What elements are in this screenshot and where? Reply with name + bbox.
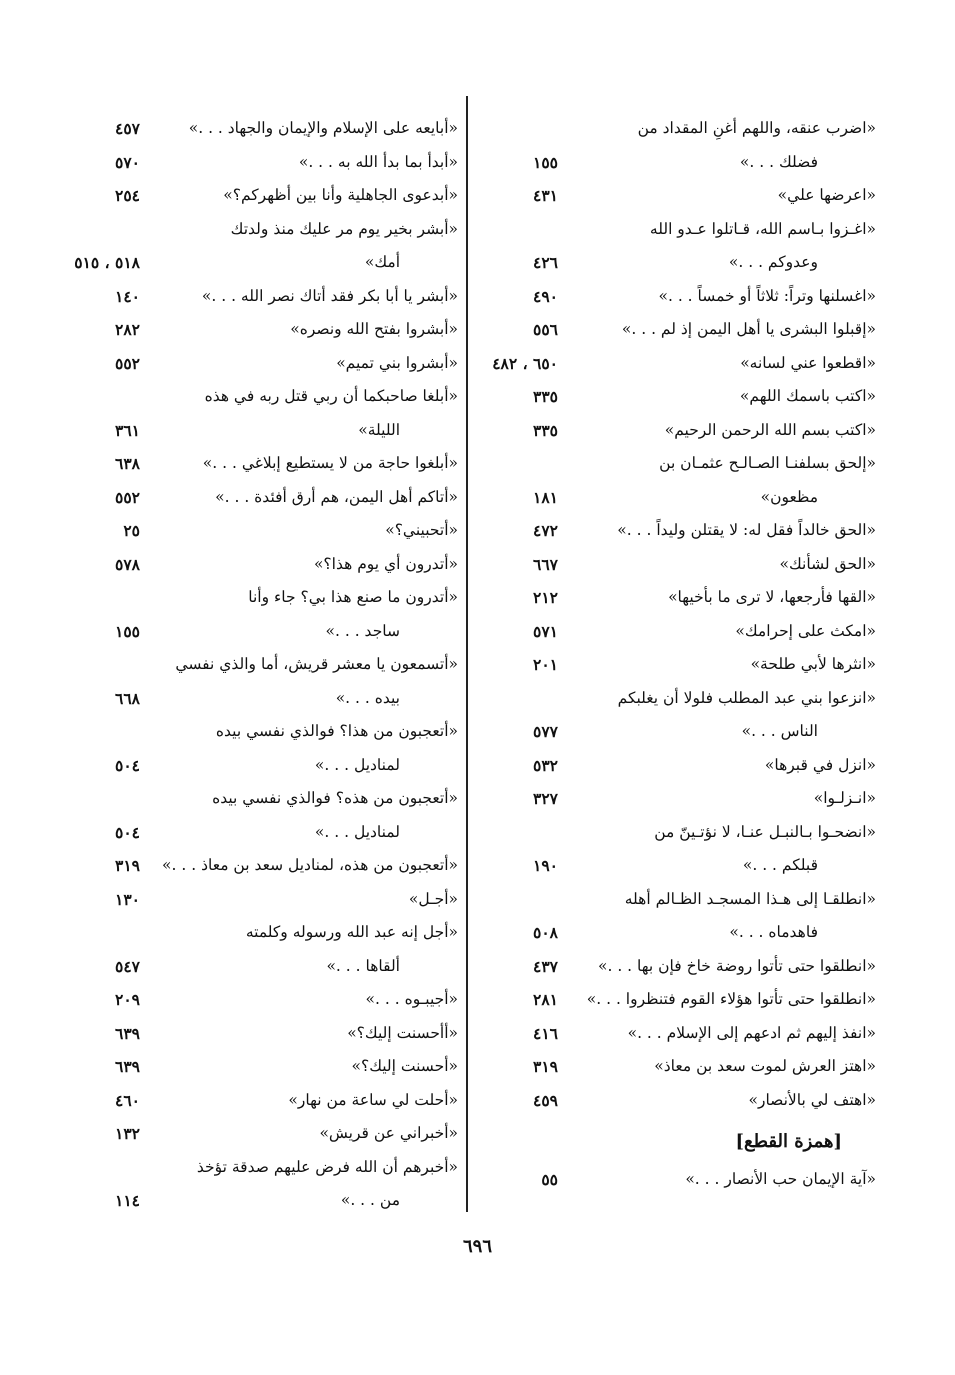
entry-text: «انطلقـا إلى هـذا المسجـد الظـالم أهله xyxy=(624,889,876,908)
entry-continuation xyxy=(48,246,458,280)
index-entry xyxy=(466,414,876,448)
entry-text xyxy=(466,548,876,582)
index-entry xyxy=(48,1050,458,1084)
page-reference: ٣٣٥ xyxy=(533,420,558,440)
entry-text xyxy=(48,112,458,146)
index-entry xyxy=(48,581,458,648)
entry-continuation xyxy=(466,916,876,950)
page-reference: ٥٧٧ xyxy=(533,722,558,741)
index-entry xyxy=(48,213,458,280)
entry-line-text: «انزل في قبرها» xyxy=(764,755,876,774)
page-reference: ٣١٩ xyxy=(533,1057,558,1076)
entry-text xyxy=(466,615,876,649)
entry-text xyxy=(466,648,876,682)
entry-text xyxy=(48,179,458,213)
entry-line-text: «أجـل» xyxy=(408,889,458,908)
entry-continuation xyxy=(48,1184,458,1218)
index-entry xyxy=(466,1017,876,1051)
index-entry xyxy=(48,280,458,314)
entry-text: «أخبرهم أن الله فرض عليهم صدقة تؤخذ xyxy=(196,1157,458,1176)
index-entry xyxy=(48,380,458,447)
entry-line-text: لمناديل . . .» xyxy=(314,755,400,774)
entry-line-text: فضلك . . .» xyxy=(739,152,818,171)
entry-text: «أبلغا صاحبكما أن ربي قتل ربه في هذه xyxy=(204,387,458,405)
entry-line-text: «القها فأرجعها، لا ترى ما بأخيها» xyxy=(668,588,876,606)
entry-line-text: الليلة» xyxy=(358,420,400,439)
entry-text xyxy=(466,1163,876,1197)
entry-text xyxy=(466,313,876,347)
page-reference: ٥١٨ ، ٥١٥ xyxy=(74,253,140,272)
entry-text xyxy=(48,883,458,917)
page-reference: ٤٧٢ xyxy=(533,521,558,540)
entry-text xyxy=(466,749,876,783)
entry-line-text: «الحق خالداً فقل له: لا يقتلن وليداً . . .» xyxy=(617,521,876,539)
entry-line-text: «أأحسنت إليك؟» xyxy=(347,1023,458,1042)
index-entry xyxy=(466,782,876,816)
page-reference: ٥٠٨ xyxy=(533,923,558,942)
entry-continuation xyxy=(48,950,458,984)
entry-text: «أجل إنه عبد الله ورسوله وكلمته xyxy=(245,923,458,941)
entry-line-text: «أتاكم أهل اليمن، هم أرق أفئدة . . .» xyxy=(215,487,458,506)
index-entry xyxy=(466,179,876,213)
index-entry xyxy=(466,1163,876,1197)
page-reference: ٦٥٠ ، ٤٨٢ xyxy=(492,353,558,373)
page-reference: ٦٣٨ xyxy=(115,454,140,473)
entry-text xyxy=(466,1050,876,1084)
index-entry xyxy=(466,983,876,1017)
entry-text: «أبشر بخير يوم مر عليك منذ ولدتك xyxy=(230,219,458,238)
entry-line-text: «أتعجبون من هذه، لمناديل سعد بن معاذ . . .» xyxy=(162,856,458,874)
entry-line-text: «انطلقوا حتى تأتوا روضة خاخ فإن بها . . .» xyxy=(597,956,876,975)
entry-text xyxy=(48,1017,458,1051)
index-entry xyxy=(466,749,876,783)
index-entry xyxy=(48,447,458,481)
entry-text xyxy=(48,146,458,180)
page-reference: ٤٥٩ xyxy=(533,1090,558,1110)
index-entry xyxy=(48,347,458,381)
page-reference: ٢٠١ xyxy=(533,655,558,674)
entry-line-text: بيده . . .» xyxy=(335,688,400,707)
page-reference: ٤٣٧ xyxy=(533,956,558,976)
entry-line-text: «أحسنت إليك؟» xyxy=(351,1057,458,1075)
entry-text: «انضحـوا بـالنبـل عنـا، لا نؤتـينّ من xyxy=(654,822,876,841)
index-entry xyxy=(48,983,458,1017)
left-column xyxy=(48,112,458,1218)
entry-line-text: «اهتف لي بالأنصار» xyxy=(748,1090,876,1109)
entry-text xyxy=(48,313,458,347)
entry-line-text: «انطلقوا حتى تأتوا هؤلاء القوم فتنظروا . . .» xyxy=(586,990,876,1008)
index-entry xyxy=(466,950,876,984)
entry-line-text: «انفذ إليهم ثم ادعهم إلى الإسلام . . .» xyxy=(627,1023,876,1042)
entry-text xyxy=(48,983,458,1017)
page-reference: ٥٥٢ xyxy=(115,487,140,507)
page-reference: ٦٣٩ xyxy=(115,1057,140,1076)
page-reference: ١٩٠ xyxy=(533,856,558,875)
entry-line-text: «اغسلنها وتراً: ثلاثاً أو خمساً . . .» xyxy=(658,286,876,305)
entry-line-text: «أجيبـوه . . .» xyxy=(365,990,458,1008)
entry-line-text: «أبدأ بما بدأ الله به . . .» xyxy=(298,152,458,171)
entry-line-text: «أبشر يا أبا بكر فقد أتاك نصر الله . . .» xyxy=(201,286,458,305)
page-reference: ٤١٦ xyxy=(533,1023,558,1043)
entry-text xyxy=(48,514,458,548)
page-reference: ٣١٩ xyxy=(115,856,140,875)
index-entry xyxy=(48,849,458,883)
entry-text xyxy=(466,347,876,381)
index-entry xyxy=(48,648,458,715)
entry-line-text: «إقبلوا البشرى يا أهل اليمن إذ لم . . .» xyxy=(621,320,876,338)
page-reference: ٥٧٠ xyxy=(115,152,140,172)
entry-text xyxy=(466,581,876,615)
entry-text xyxy=(466,514,876,548)
entry-line-text: «اكتب باسمك اللهم» xyxy=(739,387,876,405)
entry-continuation xyxy=(48,414,458,448)
page-reference: ٦٣٩ xyxy=(115,1023,140,1043)
entry-text xyxy=(48,1117,458,1151)
entry-text xyxy=(48,447,458,481)
entry-line-text: «أبشروا بفتح الله ونصره» xyxy=(290,320,458,338)
entry-line-text: «انثرها لأبي طلحة» xyxy=(750,655,876,673)
entry-text xyxy=(466,280,876,314)
entry-continuation xyxy=(466,715,876,749)
entry-text xyxy=(48,481,458,515)
page-reference: ٥٤٧ xyxy=(115,956,140,976)
index-entry xyxy=(48,1084,458,1118)
page-reference: ٥٥٢ xyxy=(115,353,140,373)
index-entry xyxy=(48,146,458,180)
entry-continuation xyxy=(48,682,458,716)
page-reference: ٦٦٧ xyxy=(533,554,558,574)
entry-continuation xyxy=(466,481,876,515)
entry-text: «اغـزوا بـاسم الله، قـاتلوا عـدو الله xyxy=(649,219,876,238)
entry-text xyxy=(466,950,876,984)
index-entry xyxy=(466,447,876,514)
index-entry xyxy=(466,380,876,414)
index-entry xyxy=(48,514,458,548)
index-entry xyxy=(48,481,458,515)
entry-line-text: «آية الإيمان حب الأنصار . . .» xyxy=(685,1170,876,1188)
section-heading: [همزة القطع] xyxy=(735,1131,842,1152)
page-reference: ١٤٠ xyxy=(115,286,140,306)
entry-line-text: مظعون» xyxy=(760,487,818,506)
entry-line-text: «أبدعوى الجاهلية وأنا بين أظهركم؟» xyxy=(223,186,458,204)
entry-text: «أتسمعون يا معشر قريش، أما والذي نفسي xyxy=(175,655,458,673)
page-reference: ٣٢٧ xyxy=(533,789,558,808)
entry-text xyxy=(48,849,458,883)
index-entry xyxy=(466,347,876,381)
index-entry xyxy=(466,648,876,682)
page-reference: ٢٠٩ xyxy=(115,990,140,1009)
page-reference: ٥٥٦ xyxy=(533,320,558,339)
entry-line-text: ألقاها . . .» xyxy=(326,956,400,975)
index-entry xyxy=(48,1017,458,1051)
entry-text: «اضرب عنقه، واللهم أغنِ المقداد من xyxy=(637,119,876,137)
entry-line-text: «انـزلـوا» xyxy=(813,789,876,807)
entry-line-text: «أخبراني عن قريش» xyxy=(319,1124,458,1142)
entry-text: «أتعجبون من هذه؟ فوالذي نفسي بيده xyxy=(212,789,458,807)
entry-line-text: الناس . . .» xyxy=(741,722,818,740)
entry-text xyxy=(48,1050,458,1084)
index-entry xyxy=(466,213,876,280)
page-reference: ٣٣٥ xyxy=(533,387,558,406)
index-entry xyxy=(48,916,458,983)
entry-text xyxy=(466,179,876,213)
entry-line-text: «أبشروا بني تميم» xyxy=(336,353,458,372)
right-entries xyxy=(466,112,876,1117)
page-reference: ٥٣٢ xyxy=(533,755,558,775)
index-entry xyxy=(466,682,876,749)
index-entry xyxy=(466,615,876,649)
page-reference: ٥٠٤ xyxy=(115,822,140,842)
index-entry xyxy=(466,280,876,314)
page-reference: ٣٦١ xyxy=(115,420,140,440)
entry-text xyxy=(466,380,876,414)
page-reference: ٢٥ xyxy=(123,521,140,540)
entry-text xyxy=(466,782,876,816)
index-entry xyxy=(466,313,876,347)
entry-text xyxy=(466,983,876,1017)
index-entry xyxy=(48,548,458,582)
entry-text: «انزعوا بني عبد المطلب فلولا أن يغلبكم xyxy=(617,688,876,707)
page-reference: ١٣٢ xyxy=(115,1124,140,1143)
page-reference: ٢٨٢ xyxy=(115,320,140,339)
index-entry xyxy=(466,1084,876,1118)
entry-text xyxy=(48,347,458,381)
entry-line-text: «اهتز العرش لموت سعد بن معاذ» xyxy=(654,1057,876,1075)
entry-text: «إلحق بسلفنـا الصـالـح عثمـان بن xyxy=(659,454,876,472)
index-entry xyxy=(466,581,876,615)
entry-line-text: «أحلت لي ساعة من نهار» xyxy=(288,1090,458,1109)
entry-text: «أتدرون ما صنع هذا بي؟ جاء وأنا xyxy=(248,588,458,606)
entry-text xyxy=(466,1017,876,1051)
entry-text: «أتعجبون من هذا؟ فوالذي نفسي بيده xyxy=(215,722,458,740)
index-entry xyxy=(48,715,458,782)
index-entry xyxy=(48,782,458,849)
index-entry xyxy=(466,816,876,883)
entry-line-text: لمناديل . . .» xyxy=(314,822,400,841)
entry-line-text: أمك» xyxy=(364,253,400,271)
column-divider xyxy=(466,96,468,1212)
entry-line-text: «أتدرون أي يوم هذا؟» xyxy=(313,554,458,573)
index-entry xyxy=(48,1117,458,1151)
page-reference: ٦٦٨ xyxy=(115,688,140,708)
index-entry xyxy=(48,179,458,213)
entry-continuation xyxy=(48,615,458,649)
entry-line-text: «اكتب بسم الله الرحمن الرحيم» xyxy=(664,420,876,439)
entry-text xyxy=(48,1084,458,1118)
right-after-section xyxy=(466,1163,876,1197)
page-reference: ٥٧٨ xyxy=(115,554,140,574)
entry-text xyxy=(48,548,458,582)
entry-line-text: وعدوكم . . .» xyxy=(728,253,818,271)
entry-line-text: «أتحبيني؟» xyxy=(385,521,458,539)
entry-line-text: فاهدماه . . .» xyxy=(729,923,818,941)
entry-continuation xyxy=(466,146,876,180)
page-reference: ٤٣١ xyxy=(533,186,558,205)
entry-line-text: من . . .» xyxy=(340,1191,400,1209)
index-entry xyxy=(48,313,458,347)
page-reference: ٥٠٤ xyxy=(115,755,140,775)
index-entry xyxy=(466,1050,876,1084)
entry-continuation xyxy=(48,816,458,850)
page-reference: ٢١٢ xyxy=(533,588,558,607)
entry-line-text: «اقطعوا عني لسانه» xyxy=(740,353,876,372)
page-reference: ١٣٠ xyxy=(115,889,140,909)
entry-text xyxy=(48,280,458,314)
page-reference: ١٨١ xyxy=(533,487,558,507)
entry-continuation xyxy=(466,849,876,883)
entry-line-text: «امكث على إحرامك» xyxy=(735,621,876,640)
left-entries xyxy=(48,112,458,1218)
page-reference: ٢٥٤ xyxy=(115,186,140,205)
page-reference: ٤٥٧ xyxy=(115,119,140,138)
entry-line-text: «اعرضها علي» xyxy=(777,186,876,204)
entry-line-text: «أبايعه على الإسلام والإيمان والجهاد . . .» xyxy=(188,119,458,137)
page-reference: ٤٩٠ xyxy=(533,286,558,306)
entry-line-text: «الحق لشأنك» xyxy=(779,554,876,573)
entry-line-text: «أبلغوا حاجة من لا يستطيع إبلاغي . . .» xyxy=(202,454,458,472)
page-reference: ٥٧١ xyxy=(533,621,558,641)
page-reference: ١١٤ xyxy=(115,1191,140,1210)
index-entry xyxy=(48,883,458,917)
index-entry xyxy=(48,112,458,146)
entry-text xyxy=(466,1084,876,1118)
entry-line-text: قبلكم . . .» xyxy=(742,856,818,874)
right-column xyxy=(466,112,876,1197)
page-reference: ٢٨١ xyxy=(533,990,558,1009)
page-reference: ٤٦٠ xyxy=(115,1090,140,1110)
entry-line-text: ساجد . . .» xyxy=(325,621,400,640)
page-reference: ٥٥ xyxy=(541,1170,558,1189)
index-entry xyxy=(466,514,876,548)
page-number: ٦٩٦ xyxy=(462,1236,492,1257)
entry-continuation xyxy=(466,246,876,280)
entry-text xyxy=(466,414,876,448)
index-entry xyxy=(48,1151,458,1218)
entry-continuation xyxy=(48,749,458,783)
index-entry xyxy=(466,548,876,582)
page-reference: ١٥٥ xyxy=(533,152,558,172)
page-reference: ١٥٥ xyxy=(115,621,140,641)
page-reference: ٤٢٦ xyxy=(533,253,558,272)
index-entry xyxy=(466,112,876,179)
index-entry xyxy=(466,883,876,950)
